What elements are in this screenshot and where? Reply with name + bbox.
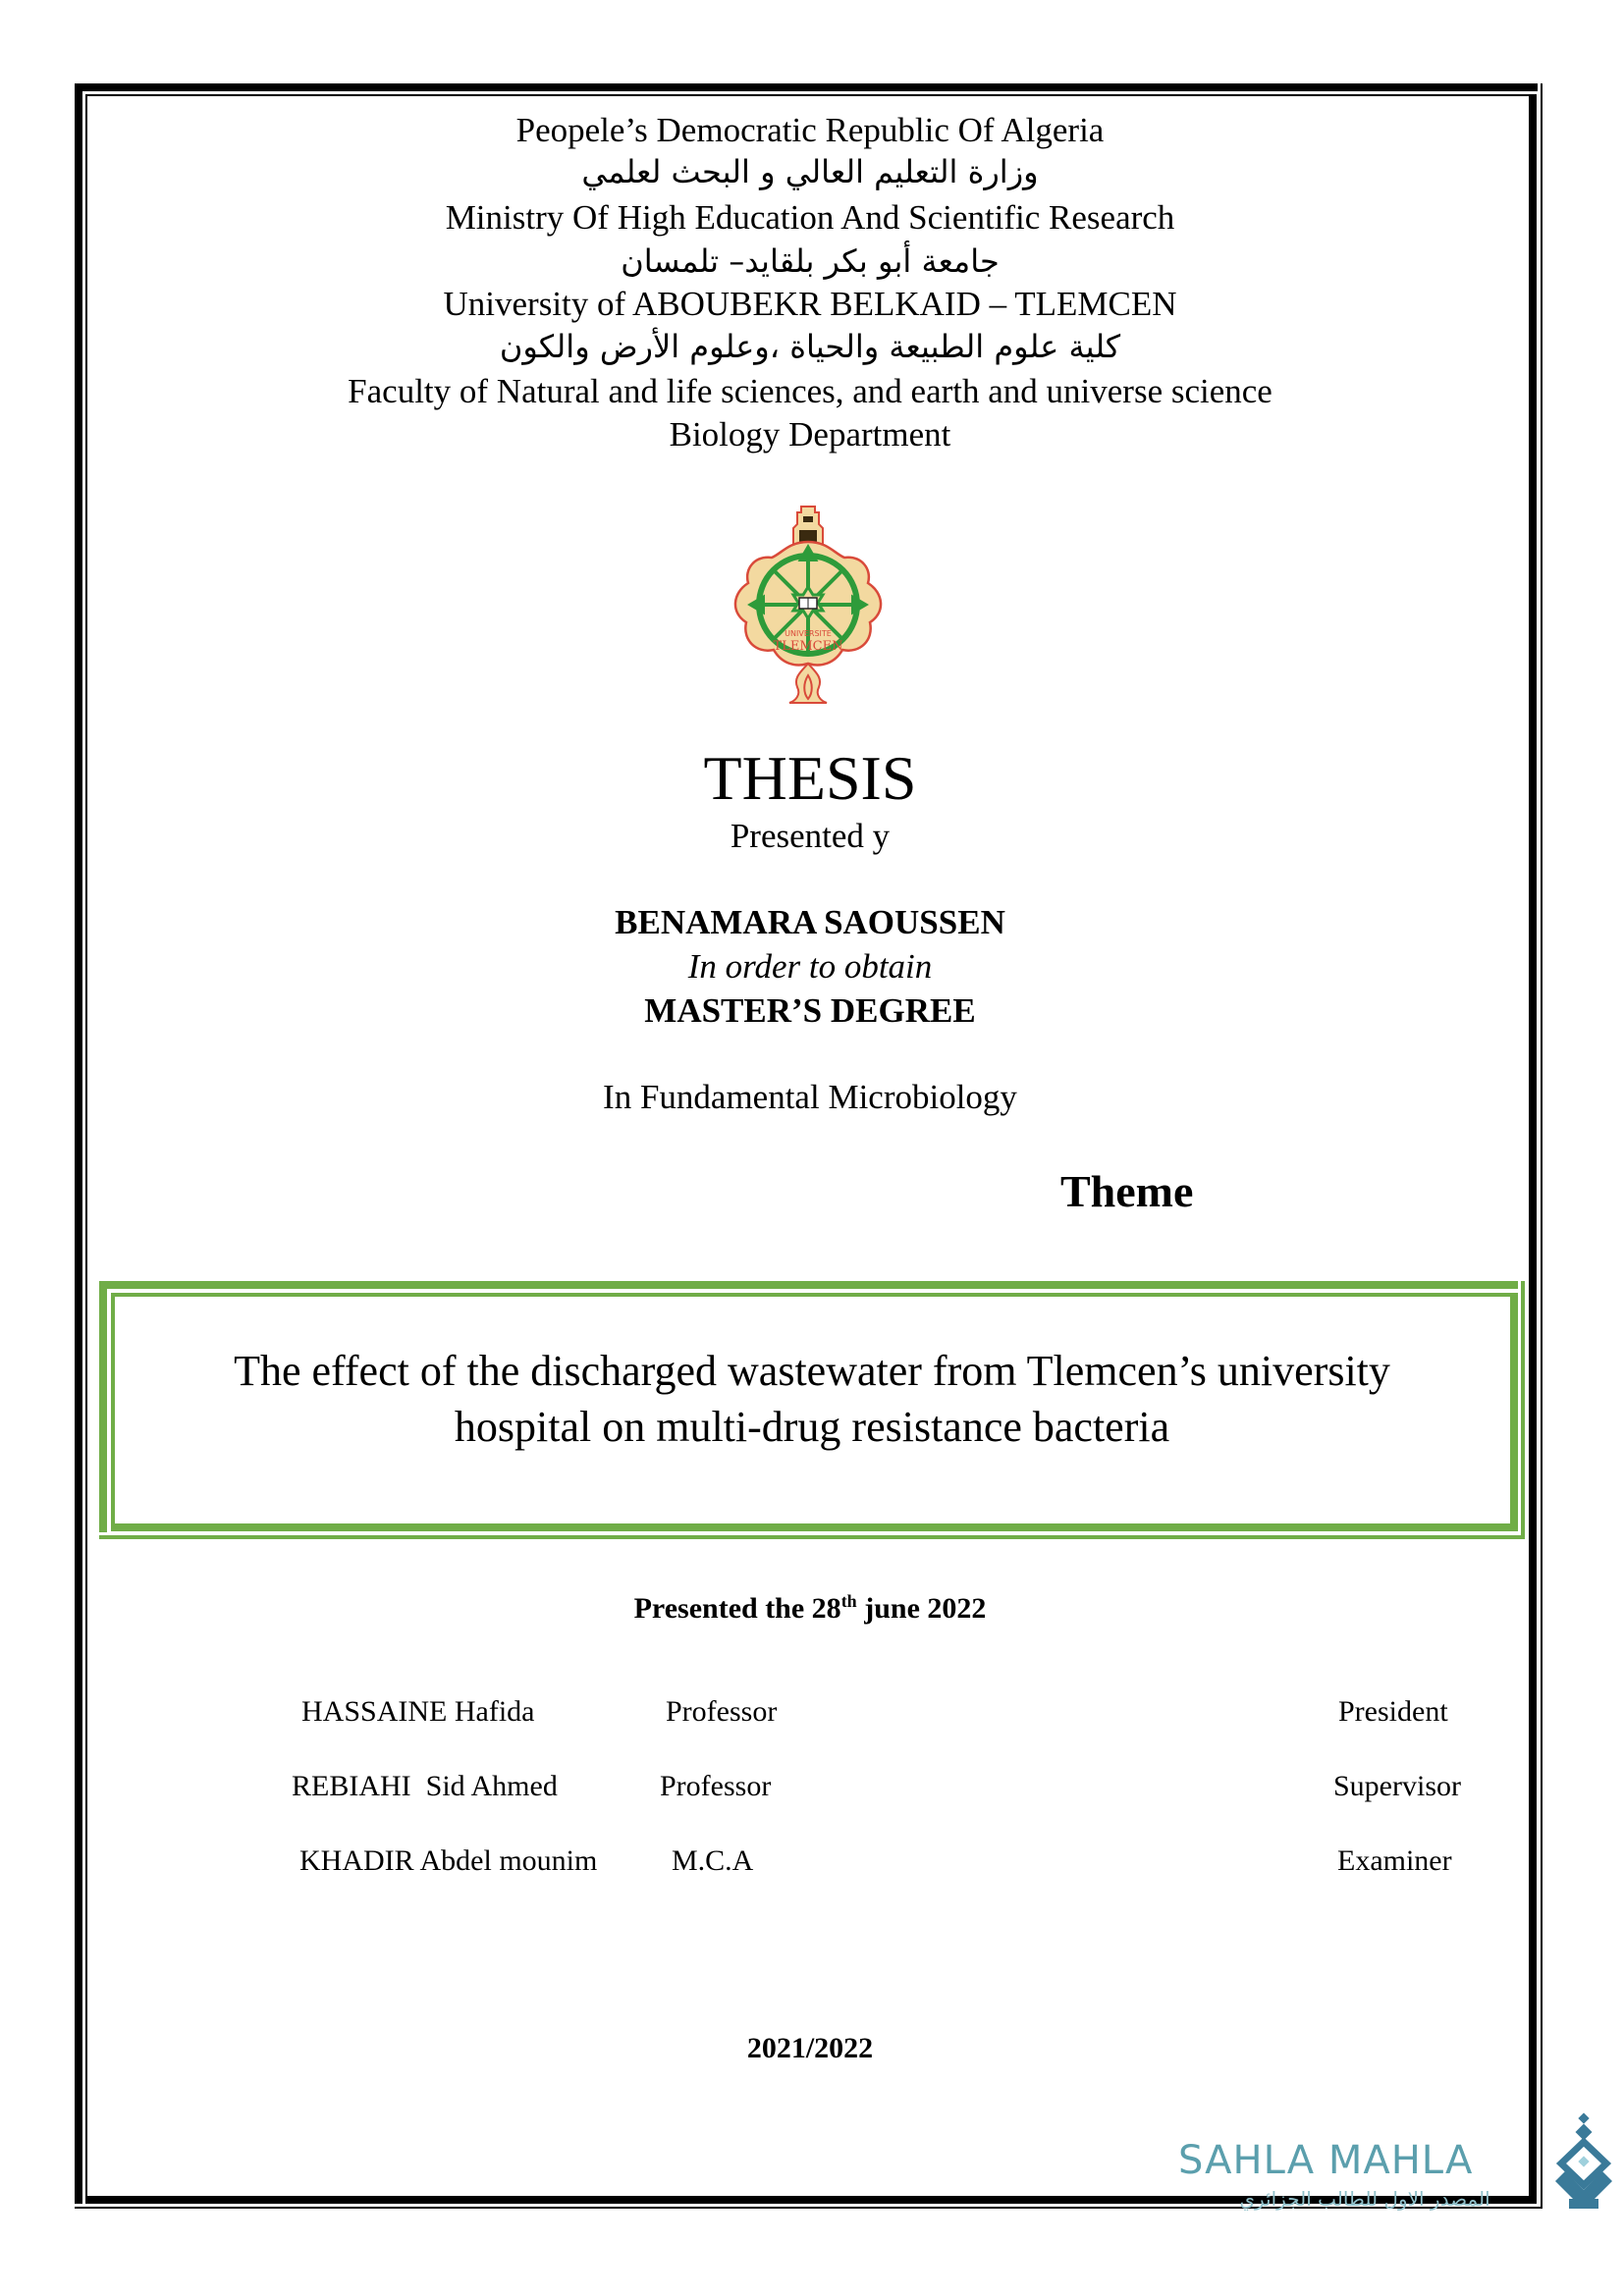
academic-year: 2021/2022 xyxy=(746,2032,874,2064)
header-university-arabic: جامعة أبو بكر بلقايد– تلمسان xyxy=(621,242,1000,280)
member-role: Supervisor xyxy=(1333,1770,1461,1802)
member-name: KHADIR Abdel mounim xyxy=(299,1844,598,1877)
header-university: University of ABOUBEKR BELKAID – TLEMCEN xyxy=(443,285,1177,323)
presented-by: Presented y xyxy=(730,817,891,855)
header-faculty: Faculty of Natural and life sciences, and earth and universe science xyxy=(348,372,1272,410)
tlemcen-emblem-icon xyxy=(725,499,892,710)
university-logo xyxy=(725,499,892,710)
thesis-heading: THESIS xyxy=(703,743,917,813)
svg-text:TLEMCEN: TLEMCEN xyxy=(773,639,843,654)
header-ministry-arabic: وزارة التعليم العالي و البحث لعلمي xyxy=(581,153,1039,190)
member-name: REBIAHI Sid Ahmed xyxy=(292,1770,558,1802)
header-faculty-arabic: كلية علوم الطبيعة والحياة ،وعلوم الأرض والكون xyxy=(499,328,1121,365)
in-order-to-obtain: In order to obtain xyxy=(687,947,933,986)
sahla-mahla-logo-icon xyxy=(1549,2112,1618,2216)
header-department: Biology Department xyxy=(669,415,951,454)
thesis-title-line-2: hospital on multi-drug resistance bacteria xyxy=(454,1403,1170,1451)
theme-label: Theme xyxy=(1060,1166,1194,1216)
degree: MASTER’S DEGREE xyxy=(644,991,976,1030)
thesis-title-line-1: The effect of the discharged wastewater from Tlemcen’s university xyxy=(234,1347,1390,1395)
member-role: Examiner xyxy=(1337,1844,1452,1877)
presentation-date: Presented the 28th june 2022 xyxy=(633,1591,987,1625)
svg-text:UNIVERSITE: UNIVERSITE xyxy=(785,629,832,638)
watermark-tagline: المصدر الاول للطالب الجزائري xyxy=(1239,2187,1490,2211)
member-role: President xyxy=(1338,1695,1448,1728)
author-name: BENAMARA SAOUSSEN xyxy=(615,903,1005,941)
header-country: Peopele’s Democratic Republic Of Algeria xyxy=(515,111,1105,149)
member-name: HASSAINE Hafida xyxy=(301,1695,535,1728)
member-rank: M.C.A xyxy=(672,1844,754,1877)
watermark-brand: SAHLA MAHLA xyxy=(1178,2138,1474,2183)
speciality: In Fundamental Microbiology xyxy=(603,1078,1017,1116)
member-rank: Professor xyxy=(660,1770,772,1802)
member-rank: Professor xyxy=(666,1695,778,1728)
header-ministry: Ministry Of High Education And Scientific Research xyxy=(445,198,1175,237)
